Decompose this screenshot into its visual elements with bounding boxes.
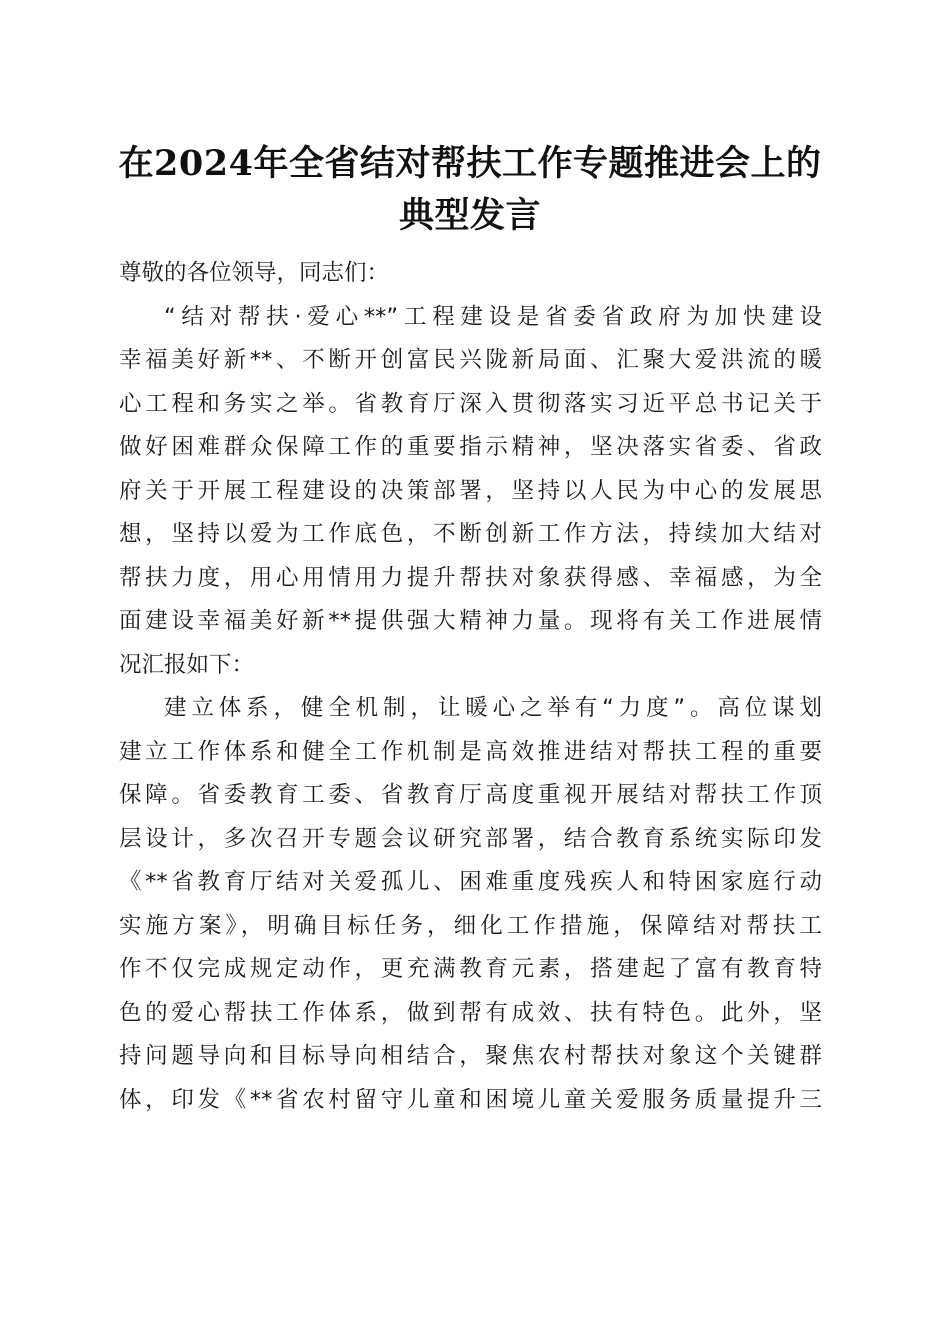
paragraph-2-line: 实施方案》，明确目标任务，细化工作措施，保障结对帮扶工 <box>119 912 822 939</box>
title-line-1: 在2024年全省结对帮扶工作专题推进会上的 <box>118 143 822 184</box>
paragraph-2-line: 建立工作体系和健全工作机制是高效推进结对帮扶工程的重要 <box>119 738 822 765</box>
paragraph-1-line: 府关于开展工程建设的决策部署，坚持以人民为中心的发展思 <box>119 477 822 504</box>
paragraph-1-line: “结对帮扶·爱心**”工程建设是省委省政府为加快建设 <box>164 303 822 330</box>
document-title <box>100 138 840 242</box>
paragraph-2-line: 作不仅完成规定动作，更充满教育元素，搭建起了富有教育特 <box>119 956 822 982</box>
paragraph-2-line: 色的爱心帮扶工作体系，做到帮有成效、扶有特色。此外，坚 <box>119 999 822 1026</box>
paragraph-2-line: 持问题导向和目标导向相结合，聚焦农村帮扶对象这个关键群 <box>119 1043 822 1069</box>
paragraph-2-line: 建立体系，健全机制，让暖心之举有“力度”。高位谋划 <box>164 695 822 721</box>
paragraph-2-line: 体，印发《**省农村留守儿童和困境儿童关爱服务质量提升三 <box>119 1086 822 1113</box>
paragraph-1-line: 幸福美好新**、不断开创富民兴陇新局面、汇聚大爱洪流的暖 <box>119 347 822 373</box>
paragraph-2-line: 《**省教育厅结对关爱孤儿、困难重度残疾人和特困家庭行动 <box>119 869 822 895</box>
salutation: 尊敬的各位领导，同志们： <box>119 260 390 286</box>
paragraph-2-line: 层设计，多次召开专题会议研究部署，结合教育系统实际印发 <box>119 825 822 852</box>
title-line-2: 典型发言 <box>398 195 541 236</box>
paragraph-1-line: 面建设幸福美好新**提供强大精神力量。现将有关工作进展情 <box>119 608 822 634</box>
paragraph-1-line: 况汇报如下： <box>119 651 255 678</box>
paragraph-1-line: 帮扶力度，用心用情用力提升帮扶对象获得感、幸福感，为全 <box>119 564 822 591</box>
paragraph-1-line: 想，坚持以爱为工作底色，不断创新工作方法，持续加大结对 <box>119 521 822 547</box>
paragraph-1-line: 心工程和务实之举。省教育厅深入贯彻落实习近平总书记关于 <box>119 390 822 417</box>
paragraph-2-line: 保障。省委教育工委、省教育厅高度重视开展结对帮扶工作顶 <box>119 782 822 808</box>
paragraph-1-line: 做好困难群众保障工作的重要指示精神，坚决落实省委、省政 <box>119 434 822 460</box>
document-body <box>119 252 822 1122</box>
